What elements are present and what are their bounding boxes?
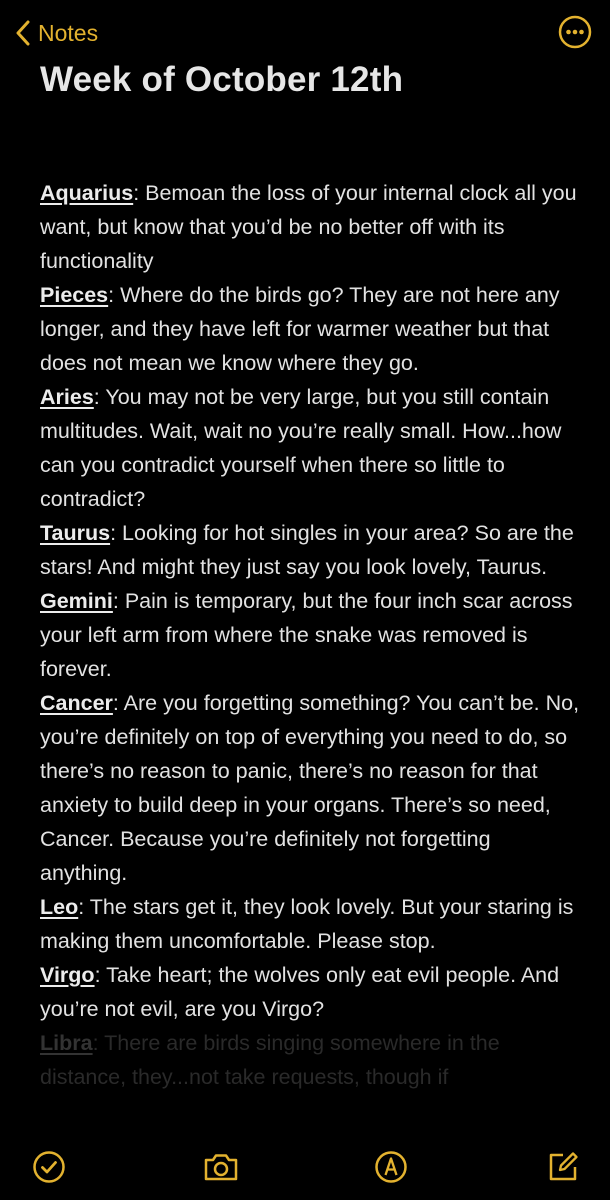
horoscope-entry [40,890,580,958]
horoscope-entry [40,958,580,1026]
sign-name: Virgo [40,963,95,987]
horoscope-entry [40,278,580,380]
camera-icon [202,1150,236,1184]
horoscope-text: : Where do the birds go? They are not here any longer, and they have left for warmer weather but that does not mean we know where they go. [40,283,560,375]
horoscope-entry-faded [40,1026,580,1094]
more-options-button[interactable] [558,15,592,49]
compose-button[interactable] [546,1150,580,1184]
horoscope-text: : You may not be very large, but you still contain multitudes. Wait, wait no you’re really small. How...how can you contradict yourself when there so little to contradict? [40,385,562,511]
sign-name: Cancer [40,691,113,715]
horoscope-text: : There are birds singing somewhere in the distance, they...not take requests, though if [40,1031,500,1089]
ellipsis-circle-icon [558,15,592,49]
sign-name: Aries [40,385,94,409]
note-title: Week of October 12th [40,60,404,99]
markup-icon [374,1150,408,1184]
sign-name: Pieces [40,283,109,307]
note-body[interactable] [40,176,580,1094]
compose-icon [546,1150,580,1184]
horoscope-text: : Take heart; the wolves only eat evil people. And you’re not evil, are you Virgo? [40,963,560,1021]
checklist-icon [32,1150,66,1184]
horoscope-text: : Pain is temporary, but the four inch scar across your left arm from where the snake was removed is forever. [40,589,573,681]
horoscope-text: : The stars get it, they look lovely. But your staring is making them uncomfortable. Please stop. [40,895,574,953]
chevron-left-icon [16,20,30,46]
sign-name: Leo [40,895,79,919]
sign-name: Taurus [40,521,111,545]
horoscope-entry [40,380,580,516]
sign-name: Aquarius [40,181,134,205]
horoscope-entry [40,176,580,278]
sign-name: Libra [40,1031,93,1055]
markup-button[interactable] [374,1150,408,1184]
horoscope-text: : Looking for hot singles in your area? So are the stars! And might they just say you look lovely, Taurus. [40,521,574,579]
camera-button[interactable] [202,1150,236,1184]
bottom-toolbar [0,1130,610,1200]
checklist-button[interactable] [32,1150,66,1184]
horoscope-entry [40,686,580,890]
horoscope-entry [40,516,580,584]
back-button-label: Notes [38,19,99,46]
horoscope-entry [40,584,580,686]
horoscope-text: : Are you forgetting something? You can’t be. No, you’re definitely on top of everything you need to do, so there’s no reason to panic, there’s no reason for that anxiety to build deep in your organs. There’s so need, Cancer. Because you’re definitely not forgetting anything. [40,691,580,885]
horoscope-text: : Bemoan the loss of your internal clock all you want, but know that you’d be no better off with its functionality [40,181,577,273]
back-to-notes-button[interactable] [16,14,98,52]
sign-name: Gemini [40,589,113,613]
